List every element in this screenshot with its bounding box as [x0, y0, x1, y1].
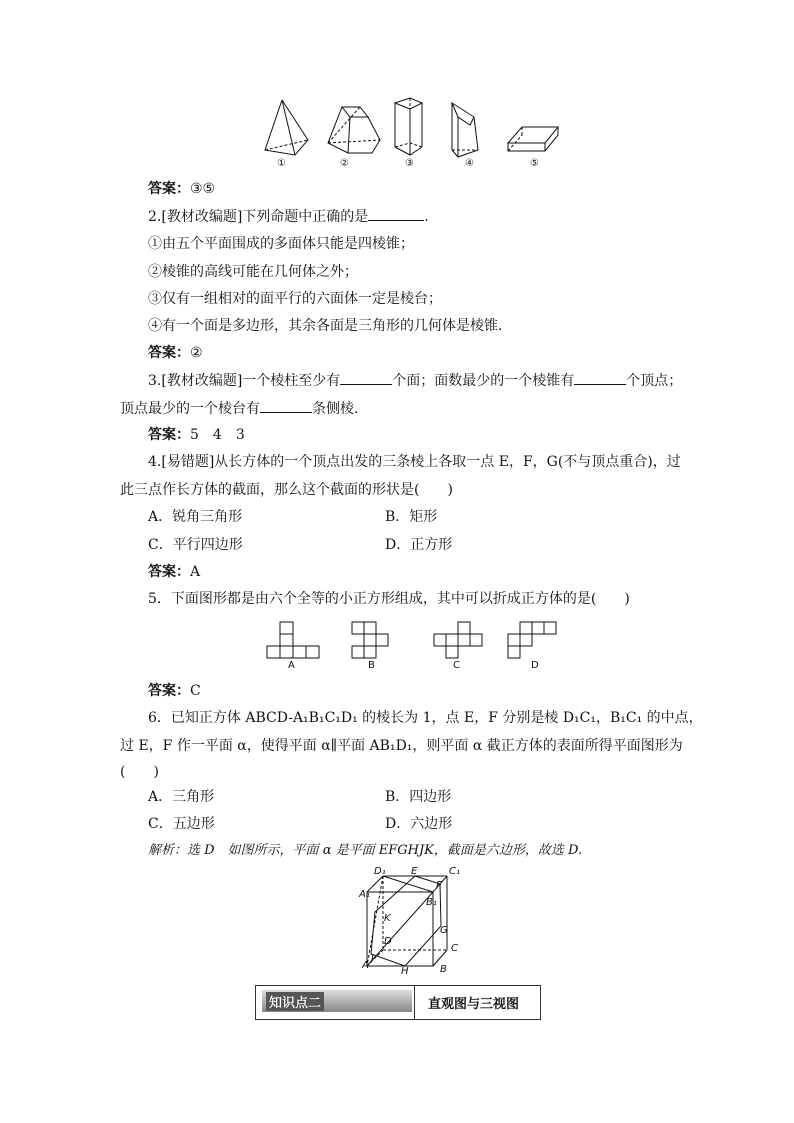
net-label-d: D	[531, 660, 539, 671]
solid-4	[452, 103, 478, 157]
solid-3-prism	[395, 98, 422, 155]
q6-line2: 过 E，F 作一平面 α，使得平面 α∥平面 AB₁D₁，则平面 α 截正方体的表面所得平面图形为	[120, 738, 683, 754]
cube-label-k: K	[384, 913, 391, 924]
q4-option-a: A．锐角三角形	[148, 509, 243, 525]
net-label-b: B	[368, 660, 375, 671]
cube-label-d1: D₁	[374, 866, 386, 877]
net-label-c: C	[453, 660, 460, 671]
cube-label-j: J	[371, 953, 374, 964]
cube-label-c1: C₁	[449, 866, 460, 877]
q5-stem: 5．下面图形都是由六个全等的小正方形组成，其中可以折成正方体的是( )	[148, 591, 630, 607]
cube-label-g: G	[440, 925, 448, 936]
q6-analysis: 解析：选 D 如图所示，平面 α 是平面 EFGHJK，截面是六边形，故选 D.	[148, 843, 583, 858]
section-title: 直观图与三视图	[428, 997, 520, 1012]
q2-item-1: ①由五个平面围成的多面体只能是四棱锥；	[148, 236, 414, 252]
q3-answer: 答案：5 4 3	[148, 427, 245, 443]
fig1-label-2: ②	[340, 158, 349, 169]
q2-answer: 答案：②	[148, 345, 203, 361]
cube-label-f: F	[436, 880, 442, 891]
q4-line2: 此三点作长方体的截面，那么这个截面的形状是( )	[120, 482, 453, 498]
cube-label-e: E	[411, 866, 418, 877]
fig1-label-3: ③	[405, 158, 414, 169]
fig1-label-1: ①	[277, 158, 286, 169]
cube-label-h: H	[401, 966, 409, 977]
solid-2-frustum	[328, 107, 380, 153]
solid-5	[508, 127, 558, 151]
q4-option-c: C．平行四边形	[148, 537, 243, 553]
q6-line3: ( )	[120, 764, 159, 780]
net-label-a: A	[288, 660, 295, 671]
solid-1-pyramid	[265, 100, 308, 155]
q2-item-4: ④有一个面是多边形，其余各面是三角形的几何体是棱锥.	[148, 318, 503, 334]
q6-option-a: A．三角形	[148, 789, 215, 805]
section-tag: 知识点二	[262, 990, 412, 1012]
q2-stem: 2.[教材改编题]下列命题中正确的是 .	[148, 206, 429, 227]
cube-label-b: B	[440, 964, 447, 975]
q1-answer: 答案：③⑤	[148, 181, 216, 197]
fig1-label-5: ⑤	[530, 158, 539, 169]
q3-line1: 3.[教材改编题]一个棱柱至少有 个面；面数最少的一个棱锥有 个顶点；	[148, 370, 682, 391]
q2-item-2: ②棱锥的高线可能在几何体之外；	[148, 264, 358, 280]
fig1-label-4: ④	[465, 158, 474, 169]
q4-option-b: B．矩形	[385, 509, 438, 525]
cube-label-b1: B₁	[426, 897, 437, 908]
section-divider	[414, 986, 415, 1019]
cube-label-c: C	[451, 943, 458, 954]
section-header	[255, 985, 541, 1020]
q6-option-b: B．四边形	[385, 789, 452, 805]
q6-line1: 6．已知正方体 ABCD-A₁B₁C₁D₁ 的棱长为 1，点 E，F 分别是棱 D₁C₁，B₁C₁ 的中点，	[148, 710, 703, 726]
q4-line1: 4.[易错题]从长方体的一个顶点出发的三条棱上各取一点 E，F，G(不与顶点重合)，过	[148, 454, 681, 470]
net-a	[267, 622, 319, 658]
cube-label-d: D	[384, 936, 392, 947]
q6-option-c: C．五边形	[148, 816, 215, 832]
cube-nets-figure	[265, 620, 565, 670]
net-d	[508, 622, 556, 658]
q3-line2: 顶点最少的一个棱台有 条侧棱.	[120, 398, 358, 419]
net-b	[352, 622, 388, 658]
q4-option-d: D．正方形	[385, 537, 453, 553]
cube-label-a: A	[362, 960, 369, 971]
q6-option-d: D．六边形	[385, 816, 453, 832]
q4-answer: 答案：A	[148, 564, 201, 580]
net-c	[434, 622, 482, 658]
cube-label-a1: A₁	[359, 889, 370, 900]
q5-answer: 答案：C	[148, 683, 201, 699]
q2-item-3: ③仅有一组相对的面平行的六面体一定是棱台；	[148, 291, 442, 307]
